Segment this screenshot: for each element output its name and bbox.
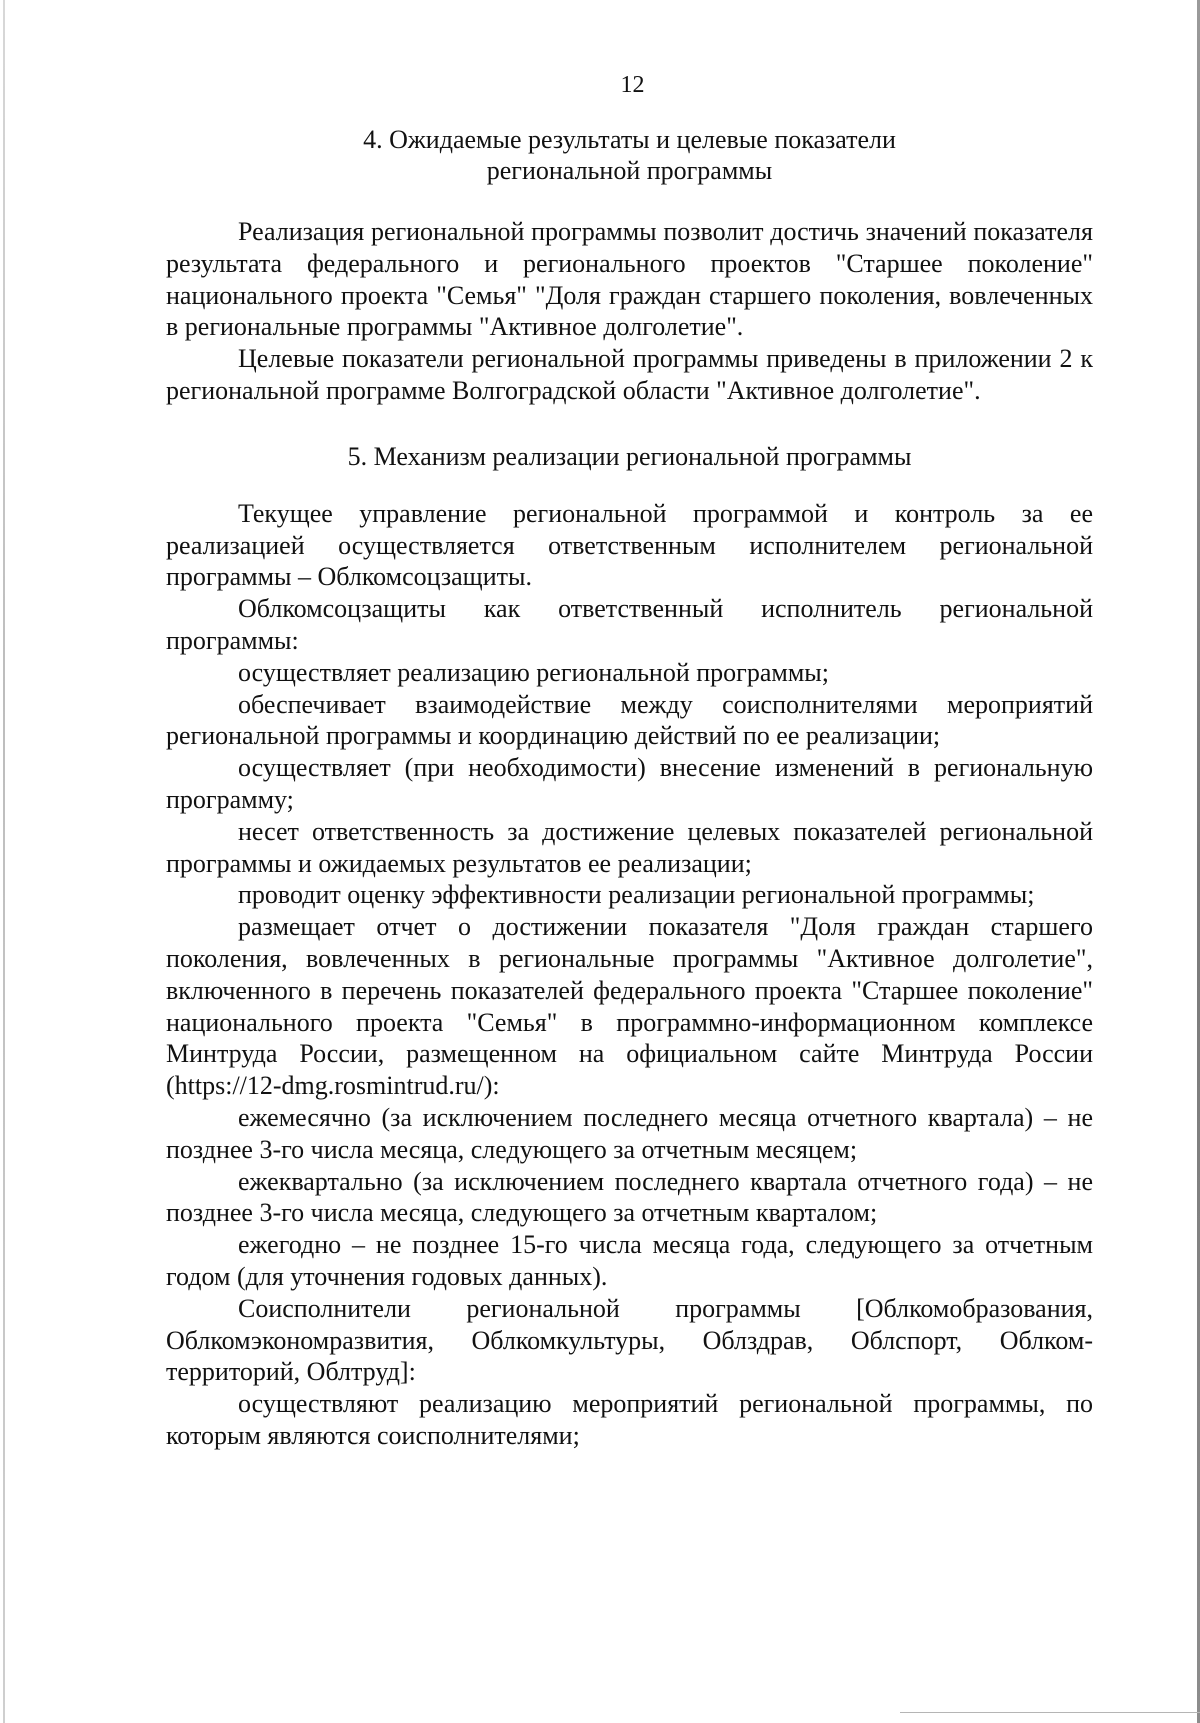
document-body (166, 124, 1093, 1452)
scan-edge-left (3, 0, 5, 1723)
section-5-subitem-quarterly: ежеквартально (за исключением последнего квартала отчетного года) – не позднее 3-го числа месяца, следующего за отчетным кварталом; (166, 1166, 1093, 1228)
page-number: 12 (620, 72, 645, 98)
scan-edge-bottom (900, 1712, 1200, 1713)
section-4-paragraph-2: Целевые показатели региональной программы приведены в приложении 2 к региональной программе Волгоградской области "Активное долголетие". (166, 344, 1093, 405)
section-4-heading-line-1: 4. Ожидаемые результаты и целевые показатели (363, 125, 896, 154)
section-5-paragraph-coexecutors: Соисполнители региональной программы [Облкомобразования, Облкомэкономразвития, Облкомкультуры, Облздрав, Облспорт, Облкомтерриторий, Облтруд]: (166, 1293, 1093, 1387)
section-5-list-item-1: осуществляет реализацию региональной программы; (238, 657, 829, 687)
section-5-coexecutors-item-1: осуществляют реализацию мероприятий региональной программы, по которым являются соисполнителями; (166, 1389, 1093, 1450)
section-4-heading-line-2: региональной программы (486, 156, 773, 185)
section-5-list-item-6: размещает отчет о достижении показателя "Доля граждан старшего поколения, вовлеченных в региональные программы "Активное долголетие", включенного в перечень показателей федерального проекта "Старшее поколение" национального проекта "Семья" в программно-информационном комплексе Минтруда России, размещенном на официальном сайте Минтруда России (https://12-dmg.rosmintrud.ru/): (166, 912, 1093, 1101)
section-5-heading: 5. Механизм реализации региональной программы (347, 441, 912, 471)
section-5-subitem-annual: ежегодно – не позднее 15-го числа месяца года, следующего за отчетным годом (для уточнения годовых данных). (166, 1230, 1093, 1291)
section-5-list-item-2: обеспечивает взаимодействие между соисполнителями мероприятий региональной программы и координацию действий по ее реализации; (166, 689, 1093, 751)
section-4-heading (166, 124, 1093, 186)
section-5-list-item-5: проводит оценку эффективности реализации региональной программы; (238, 880, 1035, 910)
section-5-list-item-3: осуществляет (при необходимости) внесение изменений в региональную программу; (166, 753, 1093, 814)
section-5-paragraph-1: Текущее управление региональной программой и контроль за ее реализацией осуществляется ответственным исполнителем региональной программы – Облкомсоцзащиты. (166, 498, 1093, 592)
section-5-list-item-4: несет ответственность за достижение целевых показателей региональной программы и ожидаемых результатов ее реализации; (166, 816, 1093, 878)
section-5-paragraph-2: Облкомсоцзащиты как ответственный исполнитель региональной программы: (166, 594, 1093, 655)
section-4-paragraph-1: Реализация региональной программы позволит достичь значений показателя результата федерального и регионального проектов "Старшее поколение" национального проекта "Семья" "Доля граждан старшего поколения, вовлеченных в региональные программы "Активное долголетие". (166, 217, 1093, 342)
section-5-subitem-monthly: ежемесячно (за исключением последнего месяца отчетного квартала) – не позднее 3-го числа месяца, следующего за отчетным месяцем; (166, 1102, 1093, 1164)
